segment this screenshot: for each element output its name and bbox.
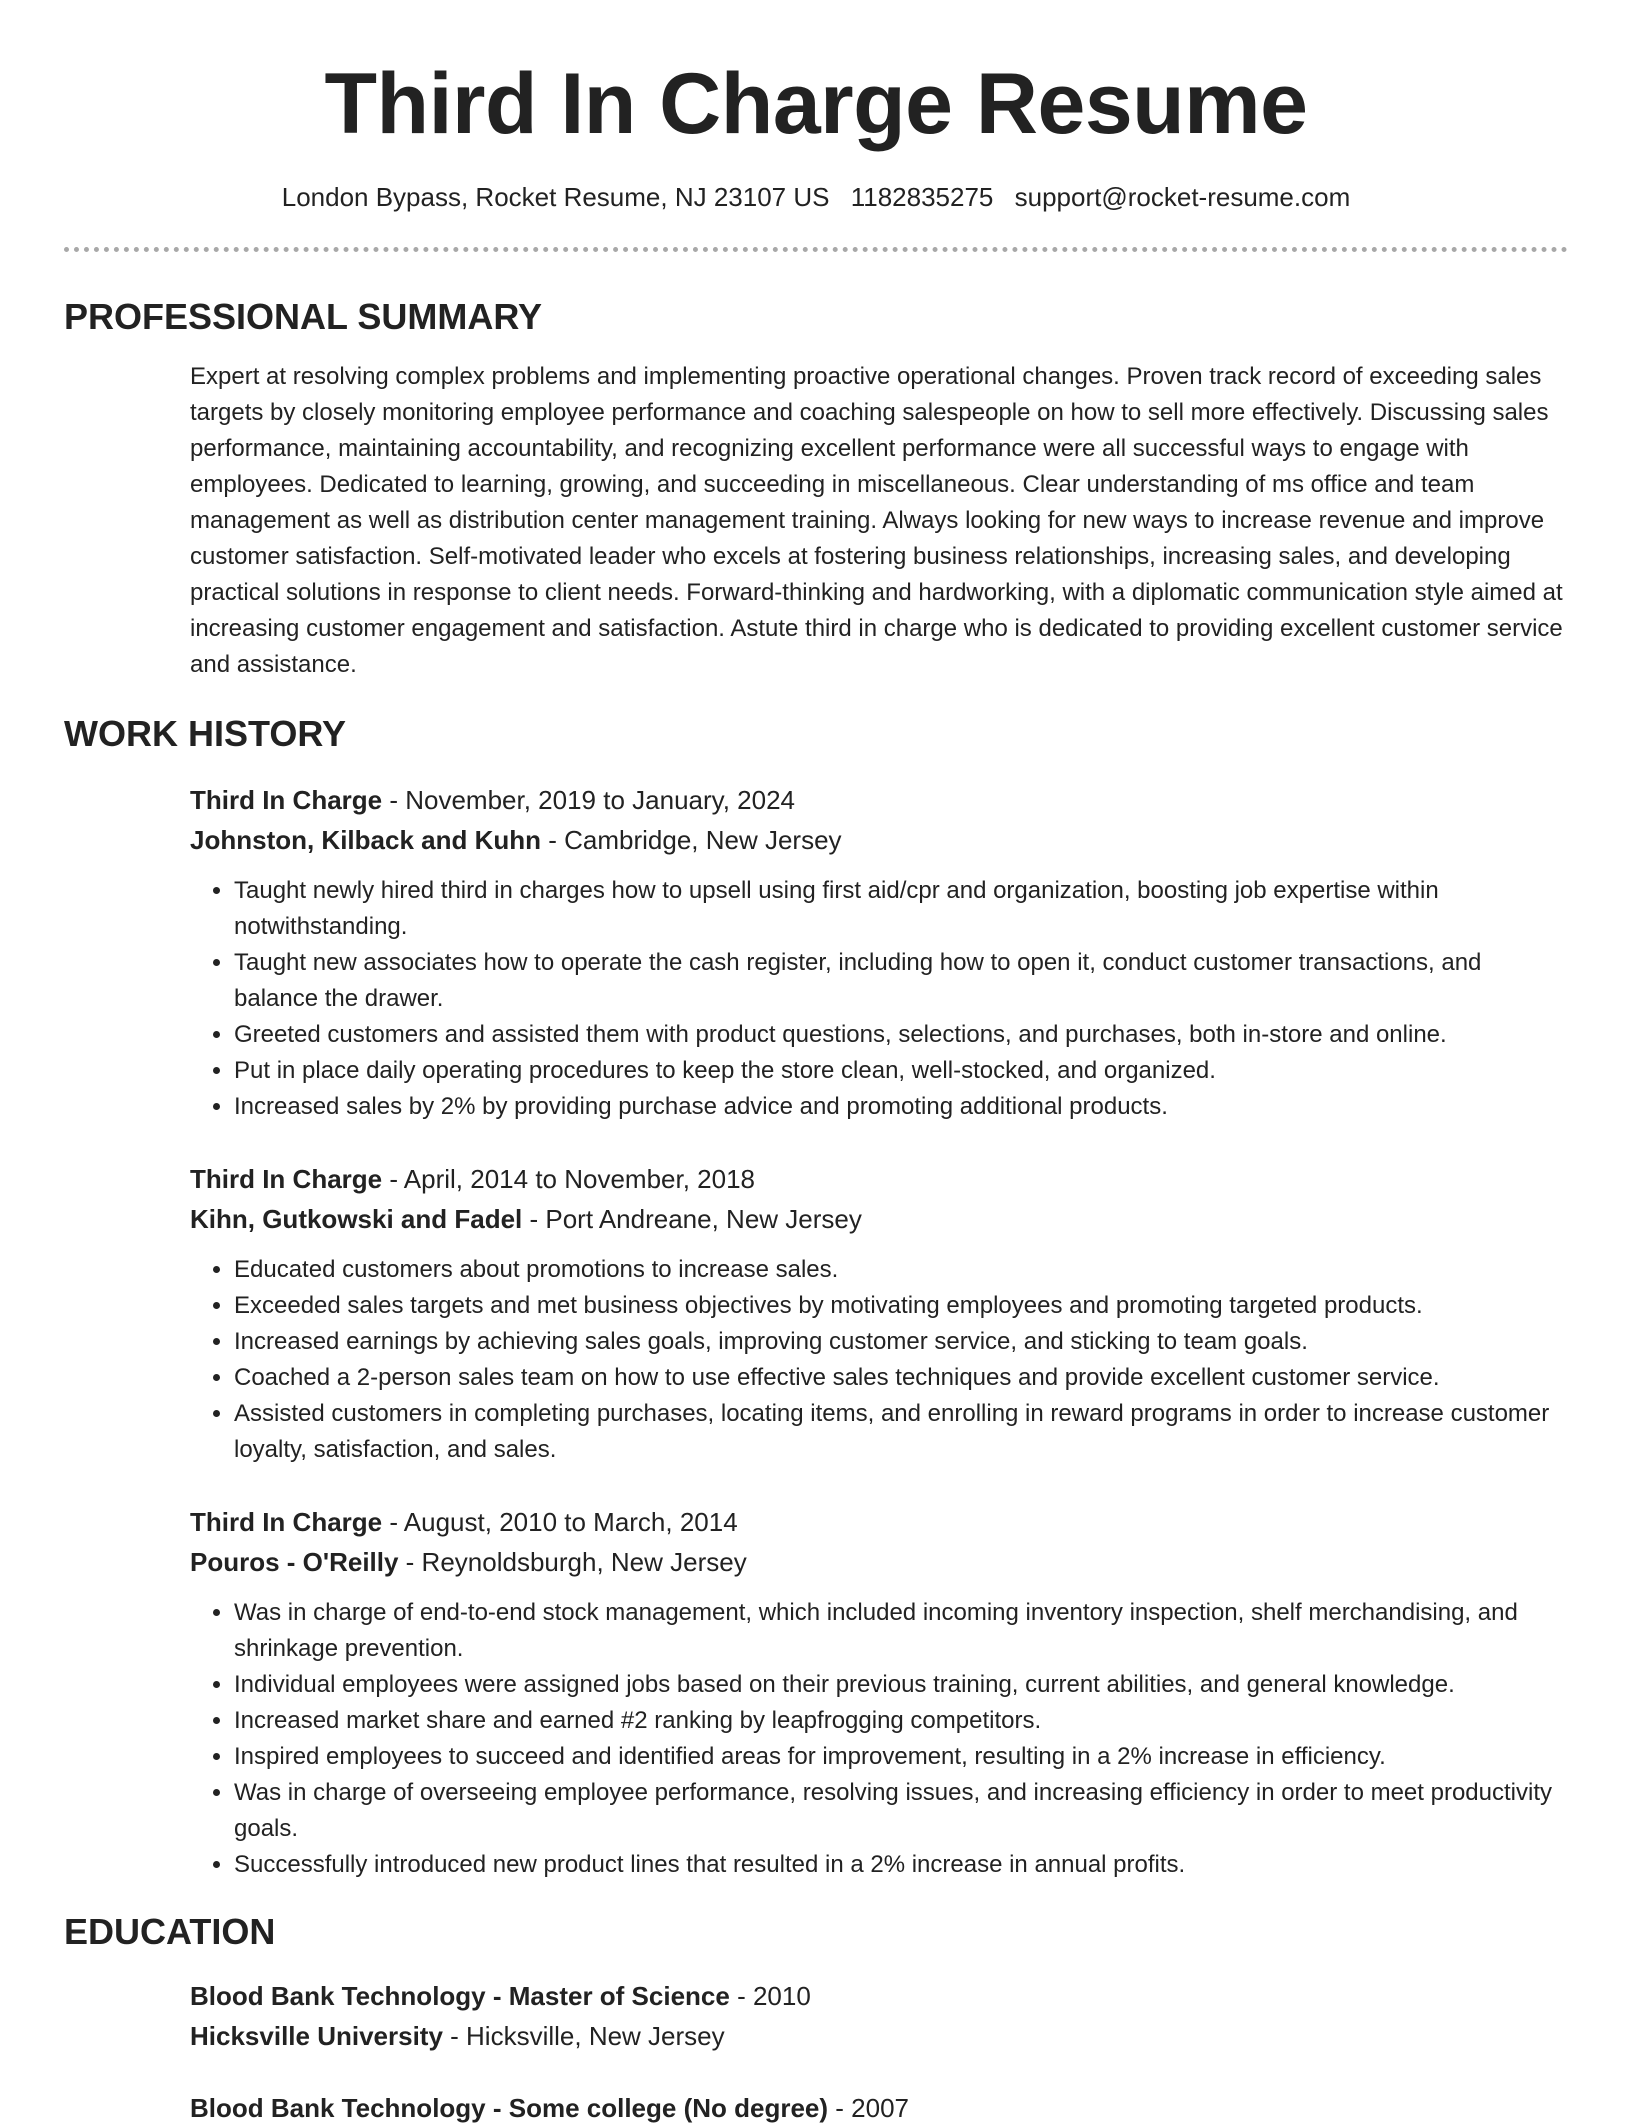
summary-text: Expert at resolving complex problems and implementing proactive operational changes. Proven track record of exceeding sales targets by closely monitoring employee performance and coaching salespeople on how to sell more effectively. Discussing sales performance, maintaining accountability, and recognizing excellent performance were all successful ways to engage with employees. Dedicated to learning, growing, and succeeding in miscellaneous. Clear understanding of ms office and team management as well as distribution center management training. Always looking for new ways to increase revenue and improve customer satisfaction. Self-motivated leader who excels at fostering business relationships, increasing sales, and developing practical solutions in response to client needs. Forward-thinking and hardworking, with a diplomatic communication style aimed at increasing customer engagement and satisfaction. Astute third in charge who is dedicated to providing excellent customer service and assistance. xyxy=(190,363,1563,678)
education-school: Hicksville University xyxy=(190,2021,443,2051)
job-title-line xyxy=(190,1502,1568,1542)
education-school-line xyxy=(190,2016,1568,2056)
job-bullets xyxy=(190,873,1568,1125)
job-dates: - November, 2019 to January, 2024 xyxy=(382,785,796,815)
job-bullet: • Greeted customers and assisted them with product questions, selections, and purchases, both in-store and online. xyxy=(234,1017,1568,1053)
contact-line xyxy=(0,180,1632,214)
job-company-line xyxy=(190,1199,1568,1239)
job-bullet: • Taught new associates how to operate the cash register, including how to open it, conduct customer transactions, and balance the drawer. xyxy=(234,945,1568,1017)
job-bullet: • Assisted customers in completing purchases, locating items, and enrolling in reward programs in order to increase customer loyalty, satisfaction, and sales. xyxy=(234,1396,1568,1468)
job-entry xyxy=(190,1159,1568,1468)
education-heading: EDUCATION xyxy=(64,1911,276,1952)
job-title-line xyxy=(190,1159,1568,1199)
job-bullet: • Exceeded sales targets and met business objectives by motivating employees and promoting targeted products. xyxy=(234,1288,1568,1324)
education-degree: Blood Bank Technology - Master of Science xyxy=(190,1981,730,2011)
contact-email: support@rocket-resume.com xyxy=(1014,182,1351,212)
job-company-line xyxy=(190,1542,1568,1582)
education-degree-line xyxy=(190,2088,1568,2128)
job-entry xyxy=(190,1502,1568,1883)
job-bullet: • Was in charge of end-to-end stock management, which included incoming inventory inspection, shelf merchandising, and shrinkage prevention. xyxy=(234,1595,1568,1667)
job-entry xyxy=(190,780,1568,1125)
job-role: Third In Charge xyxy=(190,1507,383,1537)
job-location: - Reynoldsburgh, New Jersey xyxy=(398,1547,747,1577)
education-degree: Blood Bank Technology - Some college (No degree) xyxy=(190,2093,829,2123)
job-bullet: • Increased earnings by achieving sales goals, improving customer service, and sticking to team goals. xyxy=(234,1324,1568,1360)
job-bullet: • Put in place daily operating procedures to keep the store clean, well-stocked, and organized. xyxy=(234,1053,1568,1089)
job-company: Kihn, Gutkowski and Fadel xyxy=(190,1204,523,1234)
job-bullet: • Was in charge of overseeing employee performance, resolving issues, and increasing efficiency in order to meet productivity goals. xyxy=(234,1775,1568,1847)
job-bullet: • Increased market share and earned #2 ranking by leapfrogging competitors. xyxy=(234,1703,1568,1739)
job-bullet: • Taught newly hired third in charges how to upsell using first aid/cpr and organization, boosting job expertise within notwithstanding. xyxy=(234,873,1568,945)
job-bullets xyxy=(190,1252,1568,1468)
contact-address: London Bypass, Rocket Resume, NJ 23107 US xyxy=(281,182,830,212)
job-bullets xyxy=(190,1595,1568,1883)
contact-phone: 1182835275 xyxy=(850,182,994,212)
job-dates: - August, 2010 to March, 2014 xyxy=(382,1507,738,1537)
job-bullet: • Successfully introduced new product lines that resulted in a 2% increase in annual profits. xyxy=(234,1847,1568,1883)
education-degree-line xyxy=(190,1976,1568,2016)
resume-title: Third In Charge Resume xyxy=(324,56,1308,152)
work-history-heading: WORK HISTORY xyxy=(64,713,347,754)
job-location: - Port Andreane, New Jersey xyxy=(522,1204,862,1234)
job-title-line xyxy=(190,780,1568,820)
summary-heading: PROFESSIONAL SUMMARY xyxy=(64,296,543,337)
job-bullet: • Inspired employees to succeed and identified areas for improvement, resulting in a 2% increase in efficiency. xyxy=(234,1739,1568,1775)
education-entry xyxy=(190,1976,1568,2056)
job-bullet: • Increased sales by 2% by providing purchase advice and promoting additional products. xyxy=(234,1089,1568,1125)
education-year: - 2007 xyxy=(828,2093,909,2123)
education-location: - Hicksville, New Jersey xyxy=(442,2021,725,2051)
job-bullet: • Individual employees were assigned jobs based on their previous training, current abilities, and general knowledge. xyxy=(234,1667,1568,1703)
education-entry xyxy=(190,2088,1568,2128)
header-divider xyxy=(64,247,1568,252)
job-role: Third In Charge xyxy=(190,785,383,815)
job-bullet: • Educated customers about promotions to increase sales. xyxy=(234,1252,1568,1288)
job-role: Third In Charge xyxy=(190,1164,383,1194)
job-bullet: • Coached a 2-person sales team on how to use effective sales techniques and provide excellent customer service. xyxy=(234,1360,1568,1396)
job-company-line xyxy=(190,820,1568,860)
job-company: Johnston, Kilback and Kuhn xyxy=(190,825,542,855)
job-location: - Cambridge, New Jersey xyxy=(541,825,842,855)
job-dates: - April, 2014 to November, 2018 xyxy=(382,1164,756,1194)
education-year: - 2010 xyxy=(729,1981,811,2011)
job-company: Pouros - O'Reilly xyxy=(190,1547,399,1577)
